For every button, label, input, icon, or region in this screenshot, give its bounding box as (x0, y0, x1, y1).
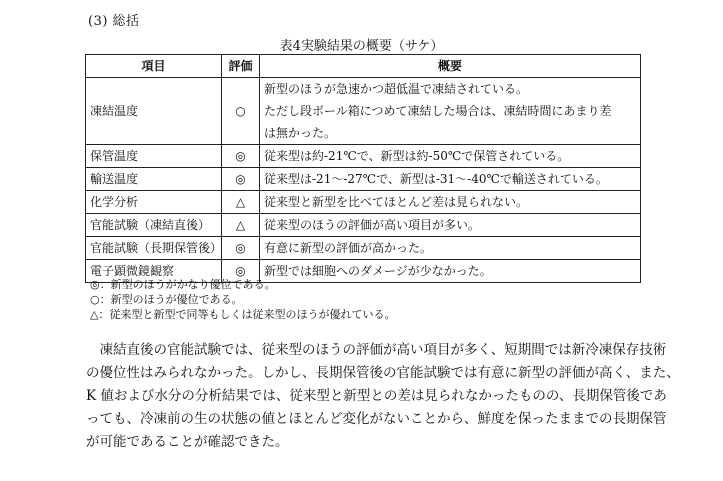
row-summary (260, 191, 641, 214)
row-item: 保管温度 (86, 145, 222, 168)
row-item: 官能試験（凍結直後） (86, 214, 222, 237)
table-row (86, 191, 641, 214)
summary-line: は無かった。 (264, 126, 337, 140)
row-evaluation: ○ (222, 78, 260, 145)
row-evaluation: ◎ (222, 260, 260, 283)
row-item: 官能試験（長期保管後） (86, 237, 222, 260)
row-summary (260, 214, 641, 237)
paragraph-line: の優位性はみられなかった。しかし、長期保管後の官能試験では有意に新型の評価が高く、また、 (86, 365, 680, 381)
legend-item: ○：新型のほうが優位である。 (90, 293, 243, 306)
summary-line: 有意に新型の評価が高かった。 (264, 241, 433, 255)
row-evaluation: ◎ (222, 237, 260, 260)
row-item: 凍結温度 (86, 78, 222, 145)
table-caption: 表4実験結果の概要（サケ） (279, 39, 444, 54)
evaluation-legend (90, 277, 395, 322)
section-heading: (3) 総括 (88, 14, 140, 29)
summary-line: 従来型と新型を比べてほとんど差は見られない。 (264, 195, 529, 209)
summary-line: 新型のほうが急速かつ超低温で凍結されている。 (264, 82, 529, 96)
summary-line: 従来型のほうの評価が高い項目が多い。 (264, 218, 481, 232)
row-evaluation: ◎ (222, 145, 260, 168)
paragraph-line: が可能であることが確認できた。 (86, 434, 289, 450)
legend-item: △：従来型と新型で同等もしくは従来型のほうが優れている。 (90, 308, 396, 321)
summary-paragraph (86, 339, 680, 454)
table-row (86, 168, 641, 191)
paragraph-line: 凍結直後の官能試験では、従来型のほうの評価が高い項目が多く、短期間では新冷凍保存技術 (99, 342, 667, 358)
header-evaluation: 評価 (222, 55, 260, 78)
summary-line: 従来型は-21～-27℃で、新型は-31～-40℃で輸送されている。 (264, 172, 608, 186)
row-evaluation: ◎ (222, 168, 260, 191)
row-summary (260, 237, 641, 260)
table-row (86, 214, 641, 237)
results-summary-table (85, 54, 641, 283)
table-row (86, 237, 641, 260)
table-row (86, 145, 641, 168)
row-item: 化学分析 (86, 191, 222, 214)
header-item: 項目 (86, 55, 222, 78)
row-item: 電子顕微鏡観察 (86, 260, 222, 283)
row-evaluation: △ (222, 214, 260, 237)
summary-line: ただし段ボール箱につめて凍結した場合は、凍結時間にあまり差 (264, 104, 612, 118)
summary-line: 従来型は約-21℃で、新型は約-50℃で保管されている。 (264, 149, 570, 163)
header-summary: 概要 (260, 55, 641, 78)
table-header-row (86, 55, 641, 78)
legend-item: ◎：新型のほうがかなり優位である。 (90, 278, 276, 291)
paragraph-line: っても、冷凍前の生の状態の値とほとんど変化がないことから、鮮度を保ったままでの長期保管 (86, 411, 667, 427)
summary-line: 新型では細胞へのダメージが少なかった。 (264, 264, 492, 278)
row-evaluation: △ (222, 191, 260, 214)
row-summary (260, 78, 641, 145)
row-item: 輸送温度 (86, 168, 222, 191)
table-row (86, 78, 641, 145)
row-summary (260, 168, 641, 191)
paragraph-line: K 値および水分の分析結果では、従来型と新型との差は見られなかったものの、長期保管後であ (86, 388, 667, 404)
row-summary (260, 145, 641, 168)
